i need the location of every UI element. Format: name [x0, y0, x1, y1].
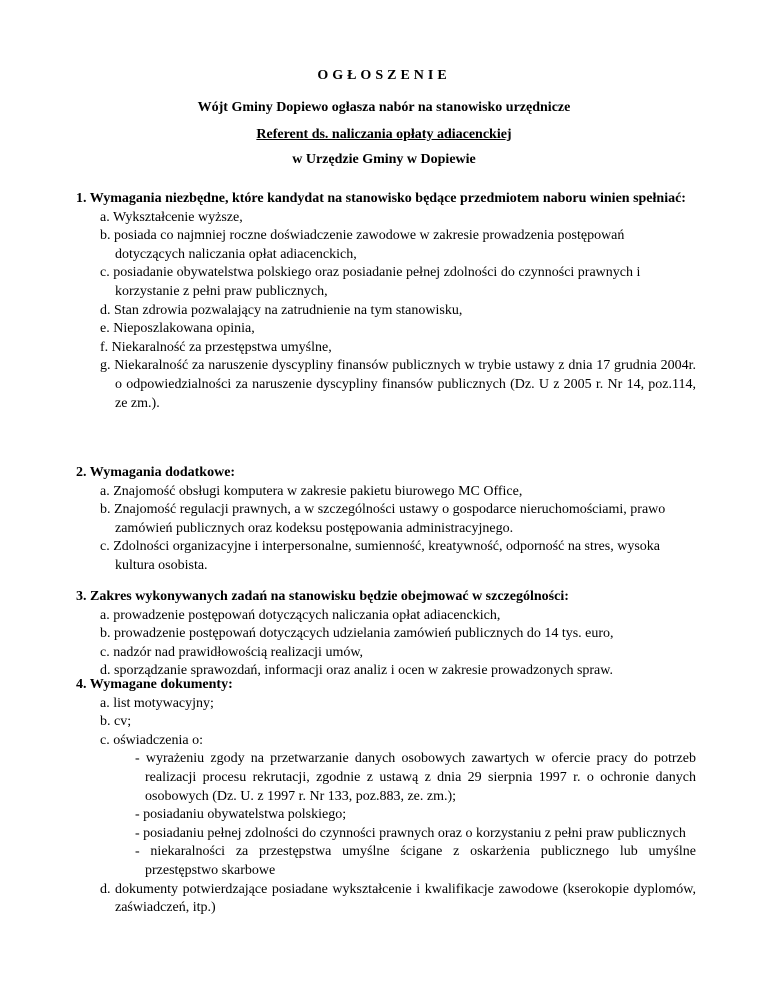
list-item: c. posiadanie obywatelstwa polskiego oraz posiadanie pełnej zdolności do czynności prawnych i korzystanie z pełni praw publicznych,: [100, 265, 641, 299]
list-item: c. oświadczenia o:: [100, 732, 204, 748]
list-item: a. Wykształcenie wyższe,: [100, 209, 243, 225]
sub-list-item: - posiadaniu obywatelstwa polskiego;: [135, 807, 347, 823]
list-item: d. dokumenty potwierdzające posiadane wykształcenie i kwalifikacje zawodowe (kserokopie dyplomów, zaświadczeń, itp.): [100, 881, 696, 916]
list-item: c. Zdolności organizacyjne i interpersonalne, sumienność, kreatywność, odporność na stres, wysoka kultura osobista.: [100, 539, 660, 573]
list-item: b. posiada co najmniej roczne doświadczenie zawodowe w zakresie prowadzenia postępowań dotyczących naliczania opłat adiacenckich,: [100, 228, 625, 262]
section-documents: [76, 676, 696, 918]
list-item: b. cv;: [100, 714, 132, 730]
section-duties: [76, 588, 696, 681]
sub-list-item: - wyrażeniu zgody na przetwarzanie danych osobowych zawartych w ofercie pracy do potrzeb realizacji procesu rekrutacji, zgodnie z ustawą z dnia 29 sierpnia 1997 r. o ochronie danych osobowych (Dz. U. z 1997 r. Nr 133, poz.883, ze. zm.);: [135, 751, 696, 804]
announcement-line: Wójt Gminy Dopiewo ogłasza nabór na stanowisko urzędnicze: [197, 100, 571, 115]
list-item: d. Stan zdrowia pozwalający na zatrudnienie na tym stanowisku,: [100, 302, 463, 318]
list-item: f. Niekaralność za przestępstwa umyślne,: [100, 339, 332, 355]
section-heading: 2. Wymagania dodatkowe:: [76, 465, 236, 480]
section-requirements: [76, 190, 696, 413]
sub-list-item: - posiadaniu pełnej zdolności do czynności prawnych oraz o korzystaniu z pełni praw publicznych: [135, 825, 686, 841]
list-item: a. prowadzenie postępowań dotyczących naliczania opłat adiacenckich,: [100, 607, 501, 623]
section-heading: 1. Wymagania niezbędne, które kandydat na stanowisko będące przedmiotem naboru winien spełniać:: [76, 191, 686, 206]
section-heading: 3. Zakres wykonywanych zadań na stanowisku będzie obejmować w szczególności:: [76, 589, 569, 604]
section-heading: 4. Wymagane dokumenty:: [76, 677, 233, 692]
list-item: b. Znajomość regulacji prawnych, a w szczególności ustawy o gospodarce nieruchomościami, prawo zamówień publicznych oraz kodeksu postępowania administracyjnego.: [100, 502, 666, 536]
section-additional: [76, 464, 696, 576]
position-title: Referent ds. naliczania opłaty adiacenckiej: [256, 127, 512, 142]
document-title: OGŁOSZENIE: [317, 68, 451, 83]
list-item: g. Niekaralność za naruszenie dyscypliny finansów publicznych w trybie ustawy z dnia 17 grudnia 2004r. o odpowiedzialności za naruszenie dyscypliny finansów publicznych (Dz. U z 2005 r. Nr 14, poz.114, ze zm.).: [100, 358, 696, 411]
list-item: d. sporządzanie sprawozdań, informacji oraz analiz i ocen w zakresie prowadzonych spraw.: [100, 663, 613, 679]
list-item: a. Znajomość obsługi komputera w zakresie pakietu biurowego MC Office,: [100, 483, 523, 499]
office-line: w Urzędzie Gminy w Dopiewie: [292, 152, 476, 167]
list-item: c. nadzór nad prawidłowością realizacji umów,: [100, 644, 364, 660]
list-item: b. prowadzenie postępowań dotyczących udzielania zamówień publicznych do 14 tys. euro,: [100, 626, 614, 642]
list-item: a. list motywacyjny;: [100, 695, 214, 711]
list-item: e. Nieposzlakowana opinia,: [100, 321, 255, 337]
sub-list-item: - niekaralności za przestępstwa umyślne ścigane z oskarżenia publicznego lub umyślne przestępstwo skarbowe: [135, 844, 696, 878]
